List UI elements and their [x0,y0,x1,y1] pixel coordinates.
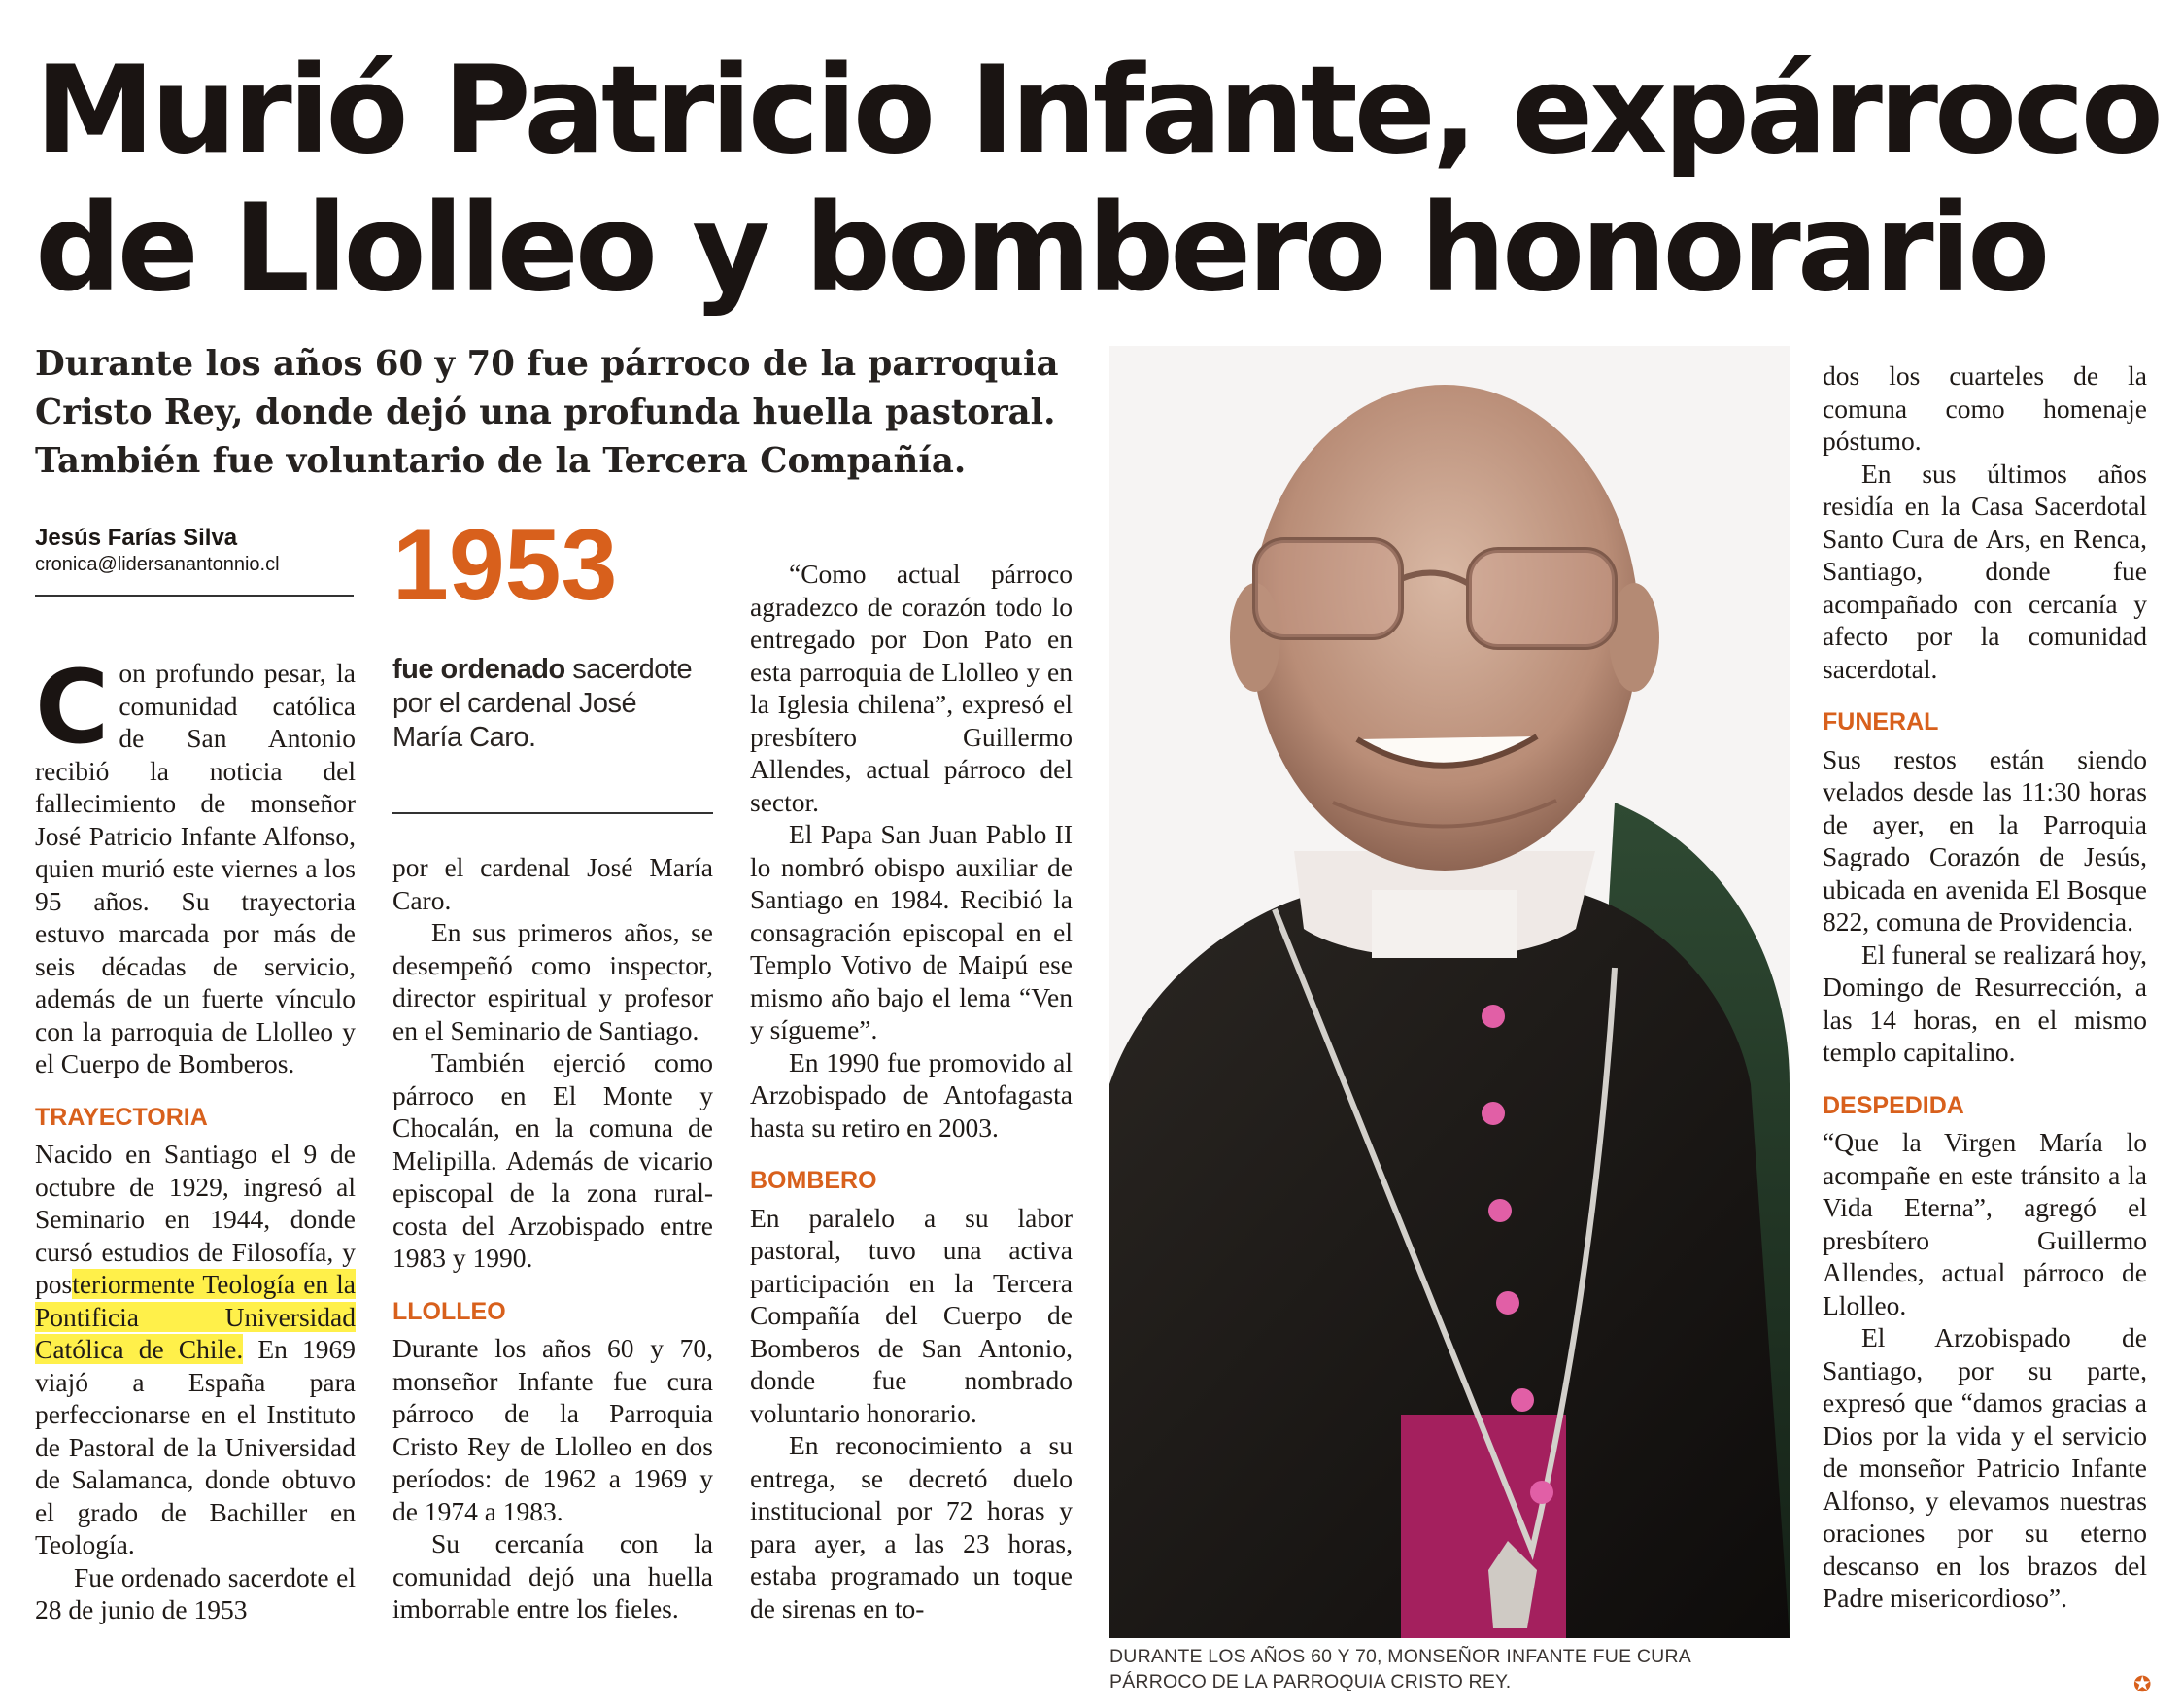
subhead-despedida: DESPEDIDA [1823,1091,1964,1119]
paragraph: El Papa San Juan Pablo II lo nombró obispo auxiliar de Santiago en 1984. Recibió la consagración episcopal en el Templo Votivo de Maipú ese mismo año bajo el lema “Ven y sígueme”. [750,819,1073,1044]
article-column-2 [392,851,713,1625]
byline [35,525,356,576]
bishop-portrait-illustration [1109,346,1790,1638]
article-column-1 [35,648,356,1626]
paragraph [35,1138,356,1561]
byline-email[interactable]: cronica@lidersanantonnio.cl [35,554,280,575]
byline-author: Jesús Farías Silva [35,525,238,551]
subhead-llolleo: LLOLLEO [392,1297,506,1325]
paragraph: dos los cuarteles de la comuna como homenaje póstumo. [1823,360,2147,456]
paragraph: En sus primeros años, se desempeñó como inspector, director espiritual y profesor en el Seminario de Santiago. [392,917,713,1045]
paragraph: En reconocimiento a su entrega, se decretó duelo institucional por 72 horas y para ayer, a las 23 horas, estaba programado un toque de sirenas en to- [750,1430,1073,1623]
paragraph: Fue ordenado sacerdote el 28 de junio de 1953 [35,1561,356,1624]
callout-bold: fue ordenado [392,654,565,685]
paragraph: En 1990 fue promovido al Arzobispado de Antofagasta hasta su retiro en 2003. [750,1046,1073,1143]
callout-year: 1953 [392,509,618,622]
headline-line-2: de Llolleo y bombero honorario [35,179,2047,319]
drop-cap: C [35,648,110,767]
paragraph: “Como actual párroco agradezco de corazón todo lo entregado por Don Pato en esta parroquia de Llolleo y en la Iglesia chilena”, expresó el presbítero Guillermo Allendes, actual párroco del sector. [750,559,1073,817]
subhead-bombero: BOMBERO [750,1167,877,1194]
end-mark-icon: ✪ [2133,1673,2152,1697]
photo-caption: DURANTE LOS AÑOS 60 Y 70, MONSEÑOR INFANTE FUE CURA PÁRROCO DE LA PARROQUIA CRISTO REY. [1109,1646,1690,1692]
callout-rule [392,812,713,814]
paragraph: por el cardenal José María Caro. [392,852,713,915]
subhead-funeral: FUNERAL [1823,708,1939,735]
subhead-trayectoria: TRAYECTORIA [35,1103,208,1131]
article-column-3 [750,558,1073,1624]
paragraph: El funeral se realizará hoy, Domingo de Resurrección, a las 14 horas, en el mismo templo capitalino. [1823,939,2147,1067]
callout-text [392,653,703,755]
paragraph: En paralelo a su labor pastoral, tuvo una activa participación en la Tercera Compañía del Cuerpo de Bomberos de San Antonio, donde fue nombrado voluntario honorario. [750,1202,1073,1428]
highlighted-text: teriormente Teología en la Pontificia Universidad Católica de Chile. [35,1269,356,1364]
paragraph [35,648,356,1080]
paragraph: En sus últimos años residía en la Casa Sacerdotal Santo Cura de Ars, en Renca, Santiago, donde fue acompañado con cercanía y afecto por la comunidad sacerdotal. [1823,458,2147,684]
paragraph-text: on profundo pesar, la comunidad católica de San Antonio recibió la noticia del fallecimiento de monseñor José Patricio Infante Alfonso, quien murió este viernes a los 95 años. Su trayectoria estuvo marcada por más de seis décadas de servicio, además de un fuerte vínculo con la parroquia de Llolleo y el Cuerpo de Bomberos. [35,658,356,1078]
paragraph-text: Nacido en Santiago el 9 de octubre de 1929, ingresó al Seminario en 1944, donde cursó estudios de Filosofía, y pos [35,1139,356,1299]
paragraph: También ejerció como párroco en El Monte y Chocalán, en la comuna de Melipilla. Además de vicario episcopal de la zona rural-costa del Arzobispado entre 1983 y 1990. [392,1047,713,1273]
callout-rest: sacerdote por el cardenal José María Caro. [392,654,693,753]
deck-subtitle: Durante los años 60 y 70 fue párroco de la parroquia Cristo Rey, donde dejó una profunda huella pastoral. También fue voluntario de la Tercera Compañía. [35,344,1059,481]
paragraph: Sus restos están siendo velados desde las 11:30 horas de ayer, en la Parroquia Sagrado Corazón de Jesús, ubicada en avenida El Bosque 822, comuna de Providencia. [1823,743,2147,937]
paragraph-text: En 1969 viajó a España para perfeccionarse en el Instituto de Pastoral de la Universidad de Salamanca, donde obtuvo el grado de Bachiller en Teología. [35,1334,356,1559]
portrait-photo [1109,346,1790,1638]
paragraph: Su cercanía con la comunidad dejó una huella imborrable entre los fieles. [392,1528,713,1623]
paragraph: Durante los años 60 y 70, monseñor Infante fue cura párroco de la Parroquia Cristo Rey de Llolleo en dos períodos: de 1962 a 1969 y de 1974 a 1983. [392,1333,713,1526]
article-column-4 [1823,359,2147,1615]
headline-line-1: Murió Patricio Infante, expárroco [35,41,2160,181]
paragraph: “Que la Virgen María lo acompañe en este tránsito a la Vida Eterna”, agregó el presbítero Guillermo Allendes, actual párroco de Llolleo. [1823,1127,2147,1320]
byline-rule [35,595,354,597]
paragraph: El Arzobispado de Santiago, por su parte, expresó que “damos gracias a Dios por la vida y el servicio de monseñor Patricio Infante Alfonso, y elevamos nuestras oraciones por su eterno descanso en los brazos del Padre misericordioso”. [1823,1322,2147,1613]
